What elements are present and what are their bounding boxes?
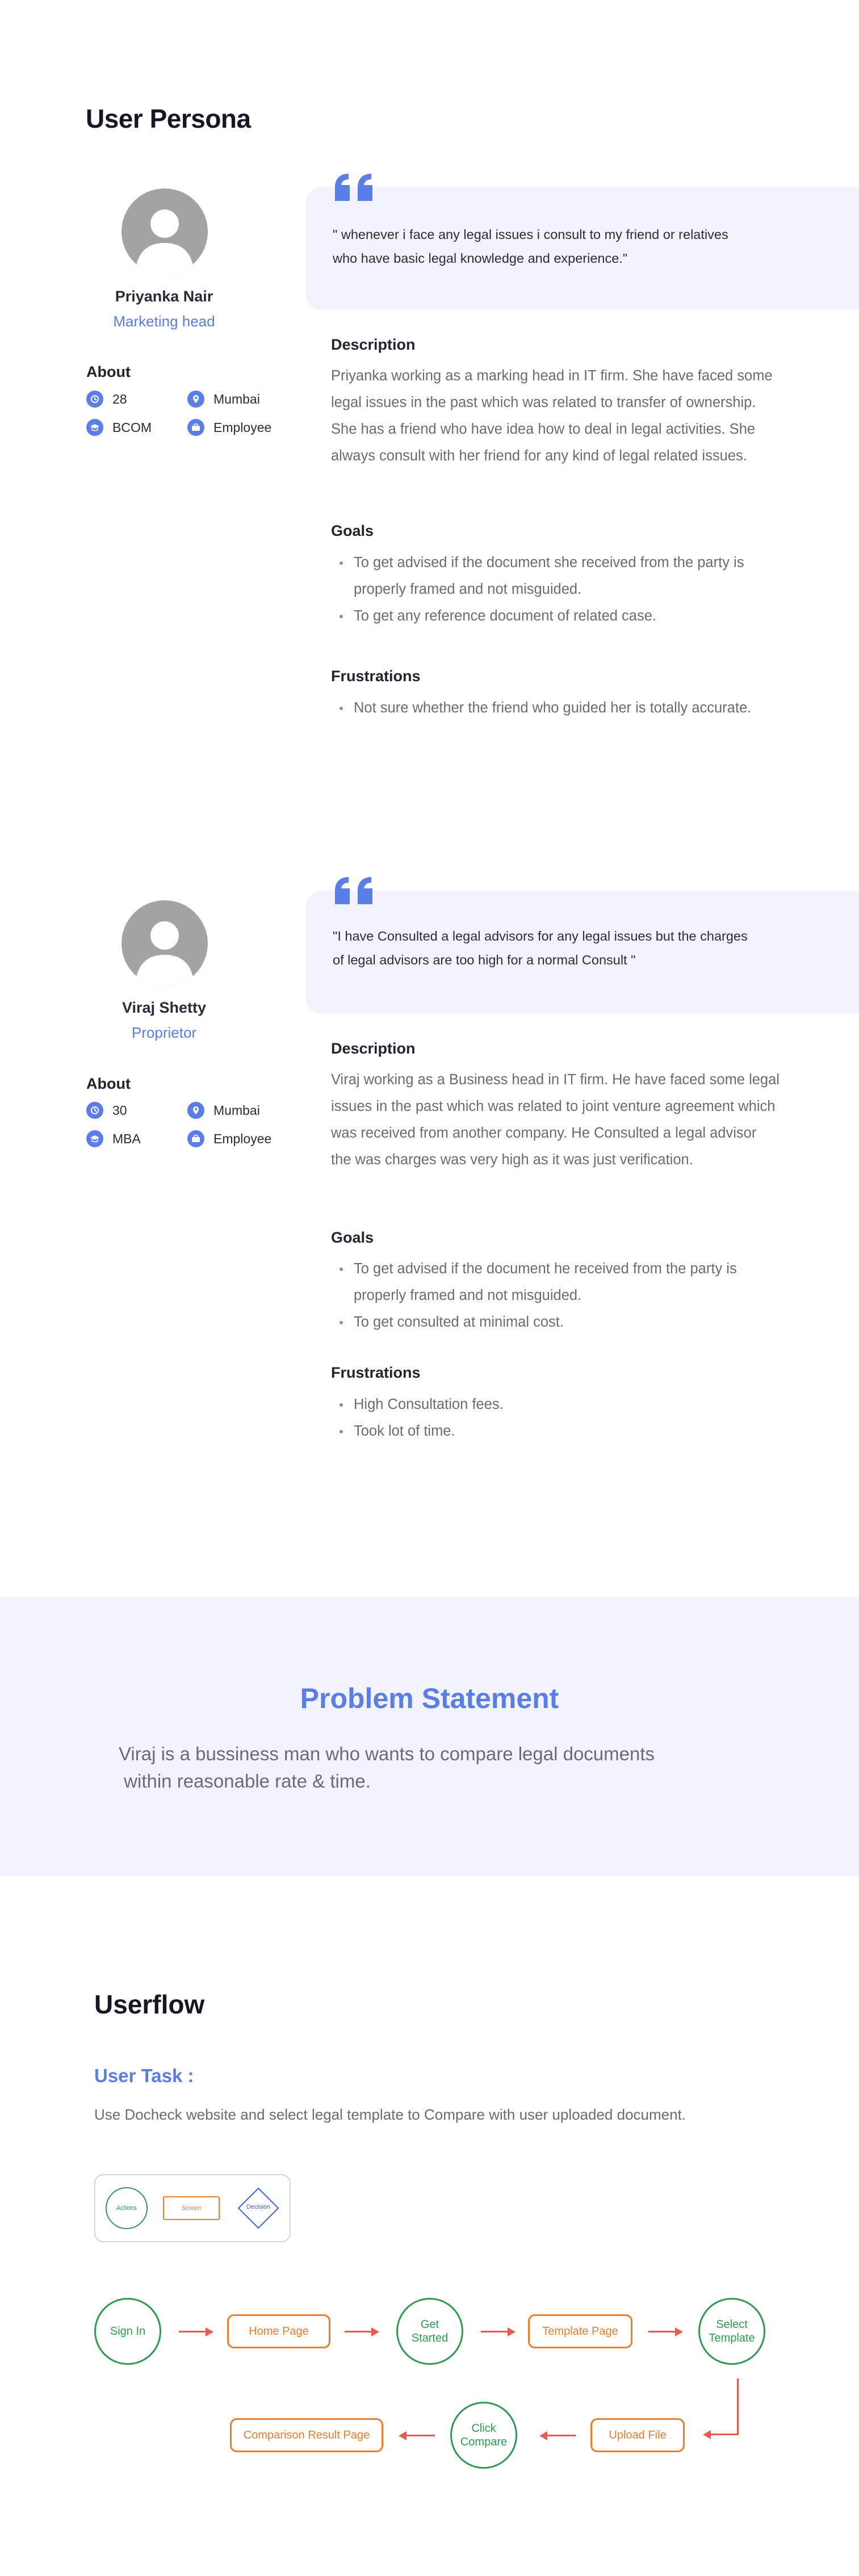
quote-mark-icon bbox=[333, 876, 377, 908]
goals-list bbox=[331, 1256, 768, 1336]
user-task-text: Use Docheck website and select legal template to Compare with user uploaded document. bbox=[94, 2106, 686, 2123]
node-comparison-result-page: Comparison Result Page bbox=[230, 2418, 383, 2452]
fact-location bbox=[187, 391, 260, 408]
fact-label: BCOM bbox=[112, 419, 152, 435]
node-label: Click bbox=[471, 2422, 496, 2435]
persona-quote: " whenever i face any legal issues i consult to my friend or relatives who have basic legal knowledge and experience." bbox=[333, 227, 728, 266]
node-upload-file: Upload File bbox=[590, 2418, 685, 2452]
problem-title: Problem Statement bbox=[300, 1683, 559, 1714]
goals-title: Goals bbox=[331, 522, 374, 539]
fact-age bbox=[86, 1102, 127, 1119]
about-title: About bbox=[86, 1075, 131, 1092]
node-get-started bbox=[396, 2298, 463, 2365]
flow-connector bbox=[737, 2378, 739, 2435]
flow-arrow bbox=[547, 2435, 576, 2436]
problem-text bbox=[119, 1740, 772, 1795]
list-item: To get any reference document of related case. bbox=[331, 603, 768, 630]
age-icon bbox=[86, 1102, 103, 1119]
description-title: Description bbox=[331, 336, 416, 353]
problem-statement-section bbox=[0, 1597, 859, 1876]
arrow-head-icon bbox=[206, 2327, 213, 2336]
list-item: To get consulted at minimal cost. bbox=[331, 1309, 768, 1336]
node-click-compare bbox=[450, 2402, 517, 2469]
fact-age bbox=[86, 391, 127, 408]
fact-label: 28 bbox=[112, 391, 127, 406]
node-select-template bbox=[698, 2298, 765, 2365]
arrow-head-icon bbox=[371, 2327, 379, 2336]
work-icon bbox=[187, 1130, 204, 1147]
node-label: Select bbox=[716, 2318, 748, 2331]
list-item: To get advised if the document he received from the party is properly framed and not misguided. bbox=[331, 1256, 768, 1309]
description-text: Viraj working as a Business head in IT firm. He have faced some legal issues in the past which was related to joint venture agreement which was received from another company. He Consulted a legal advisor the was charges was very high as it was just verification. bbox=[331, 1072, 780, 1168]
location-icon bbox=[187, 391, 204, 408]
persona-role: Proprietor bbox=[131, 1024, 197, 1041]
list-item: To get advised if the document she received from the party is properly framed and not misguided. bbox=[331, 549, 768, 603]
user-silhouette-icon bbox=[121, 900, 208, 987]
description-text: Priyanka working as a marking head in IT firm. She have faced some legal issues in the past which was related to transfer of ownership. She has a friend who have idea how to deal in legal activities. She always consult with her friend for any kind of legal related issues. bbox=[331, 368, 773, 464]
list-item: Took lot of time. bbox=[331, 1418, 768, 1445]
flow-arrow bbox=[711, 2434, 738, 2435]
about-title: About bbox=[86, 363, 131, 380]
flow-arrow bbox=[648, 2331, 677, 2332]
arrow-head-icon bbox=[508, 2327, 516, 2336]
fact-education bbox=[86, 1130, 141, 1147]
avatar bbox=[121, 900, 208, 987]
page-title: User Persona bbox=[86, 104, 251, 133]
education-icon bbox=[86, 419, 103, 436]
legend-decision-label: Decision bbox=[246, 2204, 271, 2210]
quote-mark-icon bbox=[333, 173, 377, 204]
fact-work bbox=[187, 419, 271, 436]
education-icon bbox=[86, 1130, 103, 1147]
frustrations-title: Frustrations bbox=[331, 668, 421, 685]
age-icon bbox=[86, 391, 103, 408]
goals-list bbox=[331, 549, 768, 630]
user-silhouette-icon bbox=[121, 188, 208, 275]
frustrations-list bbox=[331, 1391, 768, 1445]
flow-arrow bbox=[345, 2331, 373, 2332]
fact-label: Employee bbox=[213, 1131, 272, 1146]
persona-quote: "I have Consulted a legal advisors for any legal issues but the charges of legal advisors are too high for a normal Consult " bbox=[333, 929, 748, 967]
list-item: High Consultation fees. bbox=[331, 1391, 768, 1418]
node-home-page: Home Page bbox=[227, 2314, 330, 2348]
fact-education bbox=[86, 419, 152, 436]
fact-work bbox=[187, 1130, 271, 1147]
node-label: Template bbox=[709, 2332, 755, 2344]
legend-decision bbox=[237, 2187, 279, 2229]
goals-title: Goals bbox=[331, 1229, 374, 1246]
description-title: Description bbox=[331, 1040, 416, 1057]
problem-line: Viraj is a bussiness man who wants to compare legal documents bbox=[119, 1743, 655, 1764]
flow-arrow bbox=[407, 2435, 435, 2436]
work-icon bbox=[187, 419, 204, 436]
node-label: Compare bbox=[460, 2436, 508, 2448]
persona-name: Priyanka Nair bbox=[115, 288, 213, 305]
fact-location bbox=[187, 1102, 260, 1119]
fact-label: Employee bbox=[213, 419, 272, 435]
user-task-label: User Task : bbox=[94, 2065, 194, 2086]
arrow-head-icon bbox=[703, 2430, 711, 2439]
avatar bbox=[121, 188, 208, 275]
arrow-head-icon bbox=[399, 2431, 407, 2440]
userflow-title: Userflow bbox=[94, 1990, 205, 2019]
fact-label: Mumbai bbox=[213, 391, 260, 406]
list-item: Not sure whether the friend who guided her is totally accurate. bbox=[331, 695, 768, 721]
fact-label: 30 bbox=[112, 1102, 127, 1118]
flow-arrow bbox=[481, 2331, 509, 2332]
node-template-page: Template Page bbox=[528, 2314, 632, 2348]
node-label: Started bbox=[411, 2332, 449, 2344]
node-label: Get bbox=[420, 2318, 439, 2331]
flow-arrow bbox=[179, 2331, 207, 2332]
arrow-head-icon bbox=[539, 2431, 547, 2440]
arrow-head-icon bbox=[675, 2327, 683, 2336]
frustrations-title: Frustrations bbox=[331, 1364, 421, 1381]
persona-name: Viraj Shetty bbox=[121, 999, 207, 1016]
fact-label: MBA bbox=[112, 1131, 141, 1146]
frustrations-list bbox=[331, 695, 768, 721]
location-icon bbox=[187, 1102, 204, 1119]
legend-action: Actions bbox=[106, 2187, 148, 2229]
problem-line: within reasonable rate & time. bbox=[119, 1771, 371, 1792]
legend-screen: Screen bbox=[163, 2196, 220, 2220]
persona-role: Marketing head bbox=[113, 313, 215, 330]
node-sign-in: Sign In bbox=[94, 2298, 161, 2365]
fact-label: Mumbai bbox=[213, 1102, 260, 1118]
